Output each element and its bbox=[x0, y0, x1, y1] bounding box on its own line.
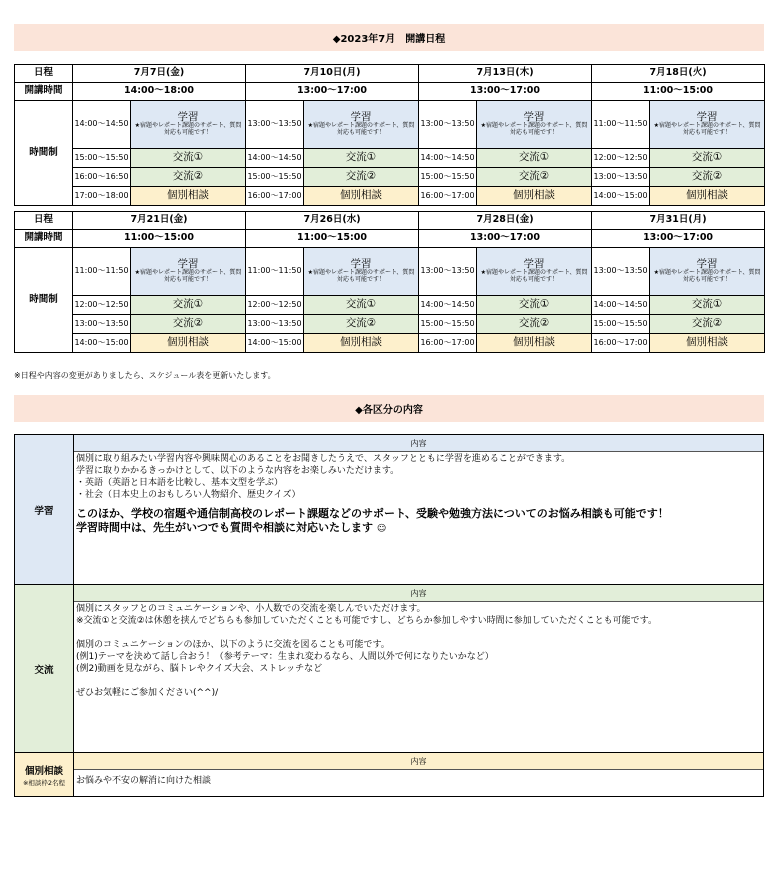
study-slot-note: ★宿題やレポート課題のサポート、質問対応も可能です！ bbox=[307, 269, 415, 284]
study-slot bbox=[650, 248, 765, 296]
study-slot-row bbox=[15, 248, 765, 296]
koryu-section bbox=[15, 585, 764, 753]
day-date: 7月31日(月) bbox=[592, 212, 765, 230]
koryu1-slot: 交流① bbox=[131, 149, 246, 168]
study-slot bbox=[477, 248, 592, 296]
kobetsu-slot: 個別相談 bbox=[650, 187, 765, 206]
kobetsu-slot: 個別相談 bbox=[304, 187, 419, 206]
hours-row bbox=[15, 83, 765, 101]
day-date: 7月28日(金) bbox=[419, 212, 592, 230]
slot-time: 13:00〜13:50 bbox=[592, 168, 650, 187]
study-slot-title: 学習 bbox=[350, 257, 372, 270]
day-hours: 13:00〜17:00 bbox=[246, 83, 419, 101]
date-label: 日程 bbox=[15, 65, 73, 83]
study-content-header: 内容 bbox=[74, 435, 763, 452]
slot-time: 11:00〜11:50 bbox=[246, 248, 304, 296]
schedule-banner bbox=[14, 24, 764, 51]
koryu2-slot: 交流② bbox=[650, 315, 765, 334]
study-content-body bbox=[74, 452, 763, 537]
study-slot-title: 学習 bbox=[523, 257, 545, 270]
date-row bbox=[15, 212, 765, 230]
slot-time: 14:00〜14:50 bbox=[592, 296, 650, 315]
study-slot-note: ★宿題やレポート課題のサポート、質問対応も可能です！ bbox=[307, 122, 415, 137]
study-slot-title: 学習 bbox=[523, 110, 545, 123]
slot-time: 15:00〜15:50 bbox=[419, 168, 477, 187]
schedule-note: ※日程や内容の変更がありましたら、スケジュール表を更新いたします。 bbox=[14, 371, 276, 380]
day-hours: 13:00〜17:00 bbox=[419, 230, 592, 248]
study-slot bbox=[477, 101, 592, 149]
study-line: ・英語（英語と日本語を比較し、基本文型を学ぶ） bbox=[76, 478, 284, 488]
koryu2-slot-row bbox=[15, 168, 765, 187]
day-hours: 14:00〜18:00 bbox=[73, 83, 246, 101]
kobetsu-content-header: 内容 bbox=[74, 753, 763, 770]
study-slot-title: 学習 bbox=[177, 257, 199, 270]
slot-time: 13:00〜13:50 bbox=[246, 101, 304, 149]
study-slot-note: ★宿題やレポート課題のサポート、質問対応も可能です！ bbox=[134, 122, 242, 137]
study-slot-title: 学習 bbox=[350, 110, 372, 123]
koryu2-slot: 交流② bbox=[304, 168, 419, 187]
day-date: 7月7日(金) bbox=[73, 65, 246, 83]
koryu1-slot: 交流① bbox=[131, 296, 246, 315]
koryu-closing: ぜひお気軽にご参加ください(^^)/ bbox=[76, 688, 219, 698]
slot-time: 11:00〜11:50 bbox=[592, 101, 650, 149]
slot-time: 15:00〜15:50 bbox=[419, 315, 477, 334]
slot-time: 16:00〜17:00 bbox=[419, 334, 477, 353]
day-hours: 11:00〜15:00 bbox=[592, 83, 765, 101]
schedule-table-1 bbox=[14, 64, 765, 206]
koryu1-slot: 交流① bbox=[477, 149, 592, 168]
slot-time: 14:00〜15:00 bbox=[592, 187, 650, 206]
koryu-content bbox=[74, 585, 764, 753]
kobetsu-slot-row bbox=[15, 187, 765, 206]
study-category-label: 学習 bbox=[34, 505, 54, 517]
koryu1-slot-row bbox=[15, 149, 765, 168]
slot-time: 14:00〜14:50 bbox=[419, 149, 477, 168]
koryu1-slot: 交流① bbox=[477, 296, 592, 315]
slot-time: 16:00〜17:00 bbox=[246, 187, 304, 206]
koryu2-slot: 交流② bbox=[131, 168, 246, 187]
koryu2-slot: 交流② bbox=[477, 315, 592, 334]
day-hours: 11:00〜15:00 bbox=[73, 230, 246, 248]
study-line: 個別に取り組みたい学習内容や興味関心のあることをお聞きしたうえで、スタッフとともに学習を進めることができます。 bbox=[76, 454, 571, 464]
slot-time: 14:00〜15:00 bbox=[246, 334, 304, 353]
kobetsu-slot: 個別相談 bbox=[650, 334, 765, 353]
day-hours: 13:00〜17:00 bbox=[592, 230, 765, 248]
day-hours: 13:00〜17:00 bbox=[419, 83, 592, 101]
smile-icon: ☺ bbox=[376, 524, 387, 534]
slot-time: 12:00〜12:50 bbox=[592, 149, 650, 168]
study-slot-title: 学習 bbox=[177, 110, 199, 123]
content-table bbox=[14, 434, 764, 797]
kobetsu-slot: 個別相談 bbox=[131, 334, 246, 353]
koryu2-slot: 交流② bbox=[131, 315, 246, 334]
koryu1-slot: 交流① bbox=[650, 149, 765, 168]
hours-label: 開講時間 bbox=[15, 83, 73, 101]
study-slot bbox=[131, 248, 246, 296]
koryu2-slot-row bbox=[15, 315, 765, 334]
study-bold-text: 学習時間中は、先生がいつでも質問や相談に対応いたします bbox=[76, 521, 373, 534]
slot-time: 13:00〜13:50 bbox=[419, 248, 477, 296]
slot-time: 14:00〜14:50 bbox=[419, 296, 477, 315]
kobetsu-category-sublabel: ※相談枠2名程 bbox=[22, 778, 66, 787]
kobetsu-section bbox=[15, 753, 764, 797]
study-slot-note: ★宿題やレポート課題のサポート、質問対応も可能です！ bbox=[653, 122, 761, 137]
slot-time: 13:00〜13:50 bbox=[419, 101, 477, 149]
timetable-label: 時間制 bbox=[15, 248, 73, 353]
timetable-label: 時間制 bbox=[15, 101, 73, 206]
slot-time: 16:00〜17:00 bbox=[592, 334, 650, 353]
koryu-line: (例2)動画を見ながら、脳トレやクイズ大会、ストレッチなど bbox=[76, 664, 323, 674]
kobetsu-content-body: お悩みや不安の解消に向けた相談 bbox=[76, 776, 212, 786]
kobetsu-category-label: 個別相談 bbox=[24, 765, 63, 777]
koryu-content-body bbox=[74, 602, 763, 700]
date-row bbox=[15, 65, 765, 83]
day-date: 7月21日(金) bbox=[73, 212, 246, 230]
day-date: 7月18日(火) bbox=[592, 65, 765, 83]
koryu1-slot: 交流① bbox=[304, 296, 419, 315]
slot-time: 14:00〜14:50 bbox=[246, 149, 304, 168]
kobetsu-category bbox=[15, 753, 74, 797]
slot-time: 13:00〜13:50 bbox=[73, 315, 131, 334]
study-slot-note: ★宿題やレポート課題のサポート、質問対応も可能です！ bbox=[653, 269, 761, 284]
kobetsu-slot-row bbox=[15, 334, 765, 353]
study-slot-title: 学習 bbox=[696, 257, 718, 270]
study-slot-note: ★宿題やレポート課題のサポート、質問対応も可能です！ bbox=[480, 269, 588, 284]
study-content bbox=[74, 435, 764, 585]
study-slot-row bbox=[15, 101, 765, 149]
content-banner bbox=[14, 395, 764, 422]
koryu-line: (例1)テーマを決めて話し合おう！（参考テーマ：生まれ変わるなら、人間以外で何になりたいかなど） bbox=[76, 652, 494, 662]
koryu-line: ※交流①と交流②は休憩を挟んでどちらも参加していただくことも可能ですし、どちらか参加しやすい時間に参加していただくことも可能です。 bbox=[76, 616, 657, 626]
koryu1-slot: 交流① bbox=[304, 149, 419, 168]
study-slot-note: ★宿題やレポート課題のサポート、質問対応も可能です！ bbox=[134, 269, 242, 284]
koryu1-slot: 交流① bbox=[650, 296, 765, 315]
kobetsu-slot: 個別相談 bbox=[477, 187, 592, 206]
koryu-line: 個別にスタッフとのコミュニケーションや、小人数での交流を楽しんでいただけます。 bbox=[76, 604, 426, 614]
kobetsu-slot: 個別相談 bbox=[131, 187, 246, 206]
slot-time: 17:00〜18:00 bbox=[73, 187, 131, 206]
slot-time: 14:00〜15:00 bbox=[73, 334, 131, 353]
day-date: 7月10日(月) bbox=[246, 65, 419, 83]
study-bold-line-2 bbox=[76, 521, 761, 536]
slot-time: 15:00〜15:50 bbox=[73, 149, 131, 168]
koryu-category-label: 交流 bbox=[34, 664, 54, 676]
schedule-table-2 bbox=[14, 211, 765, 353]
hours-label: 開講時間 bbox=[15, 230, 73, 248]
study-bold-line: このほか、学校の宿題や通信制高校のレポート課題などのサポート、受験や勉強方法についてのお悩み相談も可能です！ bbox=[76, 507, 669, 520]
slot-time: 13:00〜13:50 bbox=[592, 248, 650, 296]
slot-time: 11:00〜11:50 bbox=[73, 248, 131, 296]
koryu2-slot: 交流② bbox=[650, 168, 765, 187]
study-slot bbox=[304, 248, 419, 296]
study-line: ・社会（日本史上のおもしろい人物紹介、歴史クイズ） bbox=[76, 490, 301, 500]
day-hours: 11:00〜15:00 bbox=[246, 230, 419, 248]
koryu1-slot-row bbox=[15, 296, 765, 315]
kobetsu-content bbox=[74, 753, 764, 797]
day-date: 7月13日(木) bbox=[419, 65, 592, 83]
koryu-content-header: 内容 bbox=[74, 585, 763, 602]
study-line: 学習に取りかかるきっかけとして、以下のような内容をお楽しみいただけます。 bbox=[76, 466, 400, 476]
content-banner-title: ◆各区分の内容 bbox=[355, 405, 423, 416]
hours-row bbox=[15, 230, 765, 248]
slot-time: 12:00〜12:50 bbox=[246, 296, 304, 315]
slot-time: 14:00〜14:50 bbox=[73, 101, 131, 149]
study-slot bbox=[131, 101, 246, 149]
slot-time: 15:00〜15:50 bbox=[592, 315, 650, 334]
koryu-line: 個別のコミュニケーションのほか、以下のように交流を図ることも可能です。 bbox=[76, 640, 390, 650]
date-label: 日程 bbox=[15, 212, 73, 230]
schedule-banner-title: ◆2023年7月 開講日程 bbox=[332, 34, 446, 45]
slot-time: 12:00〜12:50 bbox=[73, 296, 131, 315]
study-slot bbox=[304, 101, 419, 149]
koryu-category bbox=[15, 585, 74, 753]
study-section bbox=[15, 435, 764, 585]
koryu2-slot: 交流② bbox=[477, 168, 592, 187]
kobetsu-slot: 個別相談 bbox=[477, 334, 592, 353]
slot-time: 13:00〜13:50 bbox=[246, 315, 304, 334]
koryu2-slot: 交流② bbox=[304, 315, 419, 334]
slot-time: 16:00〜17:00 bbox=[419, 187, 477, 206]
slot-time: 16:00〜16:50 bbox=[73, 168, 131, 187]
study-slot bbox=[650, 101, 765, 149]
study-category bbox=[15, 435, 74, 585]
study-slot-note: ★宿題やレポート課題のサポート、質問対応も可能です！ bbox=[480, 122, 588, 137]
slot-time: 15:00〜15:50 bbox=[246, 168, 304, 187]
study-slot-title: 学習 bbox=[696, 110, 718, 123]
day-date: 7月26日(水) bbox=[246, 212, 419, 230]
kobetsu-slot: 個別相談 bbox=[304, 334, 419, 353]
